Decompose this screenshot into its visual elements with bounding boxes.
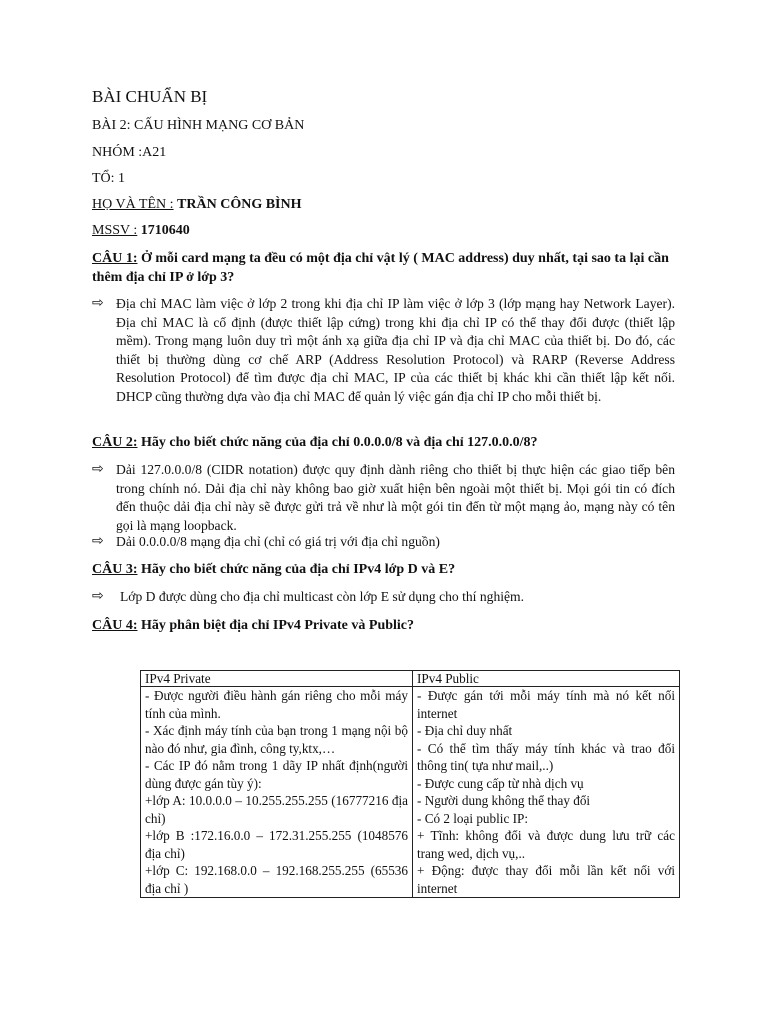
team-line: TỔ: 1 xyxy=(92,171,126,186)
public-line: - Có thể tìm thấy máy tính khác và trao đổi thông tin( tựa như mail,..) xyxy=(417,740,675,773)
question-3-label: CÂU 3: xyxy=(92,562,138,577)
answer-2-zero-network: Dải 0.0.0.0/8 mạng địa chỉ (chỉ có giá trị với địa chỉ nguồn) xyxy=(116,534,440,549)
question-3 xyxy=(92,560,690,579)
question-1-text: Ở mỗi card mạng ta đều có một địa chỉ vật lý ( MAC address) duy nhất, tại sao ta lại cần thêm địa chỉ IP ở lớp 3? xyxy=(92,251,669,285)
public-line: + Tĩnh: không đổi và được dung lưu trữ các trang wed, dịch vụ,.. xyxy=(417,828,675,861)
private-line: +lớp B :172.16.0.0 – 172.31.255.255 (1048576 địa chỉ) xyxy=(145,828,408,861)
public-cell xyxy=(413,687,680,898)
private-line: - Xác định máy tính của bạn trong 1 mạng nội bộ nào đó như, gia đình, công ty,ktx,… xyxy=(145,723,408,756)
question-4 xyxy=(92,616,690,635)
table-row xyxy=(141,687,680,898)
answer-2-loopback: Dải 127.0.0.0/8 (CIDR notation) được quy định dành riêng cho thiết bị thực hiện các giao tiếp bên trong chính nó. Dải địa chỉ này không bao giờ xuất hiện bên ngoài một thiết bị. Mọi gói tin có đích đến thuộc dải địa chỉ này sẽ được gửi trả về như là một gói tin đến từ một mạng ảo, mạng này có tên gọi là mạng loopback. xyxy=(116,462,675,533)
name-value: TRẦN CÔNG BÌNH xyxy=(177,197,302,212)
public-line: + Động: được thay đổi mỗi lần kết nối với internet xyxy=(417,863,675,896)
private-line: - Được người điều hành gán riêng cho mỗi máy tính của mình. xyxy=(145,688,408,721)
public-line: - Có 2 loại public IP: xyxy=(417,810,528,826)
private-line: - Các IP đó nằm trong 1 dãy IP nhất định(người dùng được gán tùy ý): xyxy=(145,758,408,791)
document-title: BÀI CHUẨN BỊ xyxy=(92,87,208,106)
question-4-text: Hãy phân biệt địa chỉ IPv4 Private và Public? xyxy=(141,618,415,633)
question-2-text: Hãy cho biết chức năng của địa chỉ 0.0.0.0/8 và địa chỉ 127.0.0.0/8? xyxy=(141,435,538,450)
student-id-line xyxy=(92,223,190,239)
public-line: - Được gán tới mỗi máy tính mà nó kết nối internet xyxy=(417,688,675,721)
name-label: HỌ VÀ TÊN : xyxy=(92,197,174,212)
id-value: 1710640 xyxy=(140,223,190,238)
public-line: - Địa chỉ duy nhất xyxy=(417,723,513,738)
question-1-label: CÂU 1: xyxy=(92,251,138,266)
private-line: +lớp C: 192.168.0.0 – 192.168.255.255 (65536 địa chỉ ) xyxy=(145,863,408,896)
ipv4-comparison-table xyxy=(140,670,680,898)
private-cell xyxy=(141,687,413,898)
lesson-title: BÀI 2: CẤU HÌNH MẠNG CƠ BẢN xyxy=(92,118,305,133)
arrow-bullet-icon: ⇨ xyxy=(92,295,104,311)
question-4-label: CÂU 4: xyxy=(92,618,138,633)
question-1 xyxy=(92,249,690,287)
public-line: - Được cung cấp từ nhà dịch vụ xyxy=(417,775,584,791)
private-line: +lớp A: 10.0.0.0 – 10.255.255.255 (16777216 địa chỉ) xyxy=(145,793,408,826)
arrow-bullet-icon: ⇨ xyxy=(92,533,104,549)
student-name-line xyxy=(92,197,302,213)
table-header-row xyxy=(141,671,680,687)
question-3-text: Hãy cho biết chức năng của địa chỉ IPv4 lớp D và E? xyxy=(141,562,456,577)
answer-1: Địa chỉ MAC làm việc ở lớp 2 trong khi địa chỉ IP làm việc ở lớp 3 (lớp mạng hay Network Layer). Địa chỉ MAC là cố định (được thiết lập cứng) trong khi địa chỉ IP có thể thay đổi được (thiết lập mềm). Trong mạng luôn duy trì một ánh xạ giữa địa chỉ IP và địa chỉ MAC của thiết bị. Do đó, các thiết bị thường dùng cơ chế ARP (Address Resolution Protocol) và RARP (Reverse Address Resolution Protocol) để tìm được địa chỉ MAC, IP của các thiết bị khác khi cần thiết lập kết nối. DHCP cũng thường dựa vào địa chỉ MAC để quản lý việc gán địa chỉ IP cho mỗi thiết bị. xyxy=(116,296,675,404)
header-public: IPv4 Public xyxy=(413,671,680,687)
group-line: NHÓM :A21 xyxy=(92,145,167,160)
id-label: MSSV : xyxy=(92,223,138,238)
arrow-bullet-icon: ⇨ xyxy=(92,461,104,477)
question-2-label: CÂU 2: xyxy=(92,435,138,450)
question-2 xyxy=(92,433,690,452)
arrow-bullet-icon: ⇨ xyxy=(92,588,104,604)
answer-3: Lớp D được dùng cho địa chỉ multicast còn lớp E sử dụng cho thí nghiệm. xyxy=(120,589,525,604)
header-private: IPv4 Private xyxy=(141,671,413,687)
public-line: - Người dung không thể thay đổi xyxy=(417,793,591,808)
